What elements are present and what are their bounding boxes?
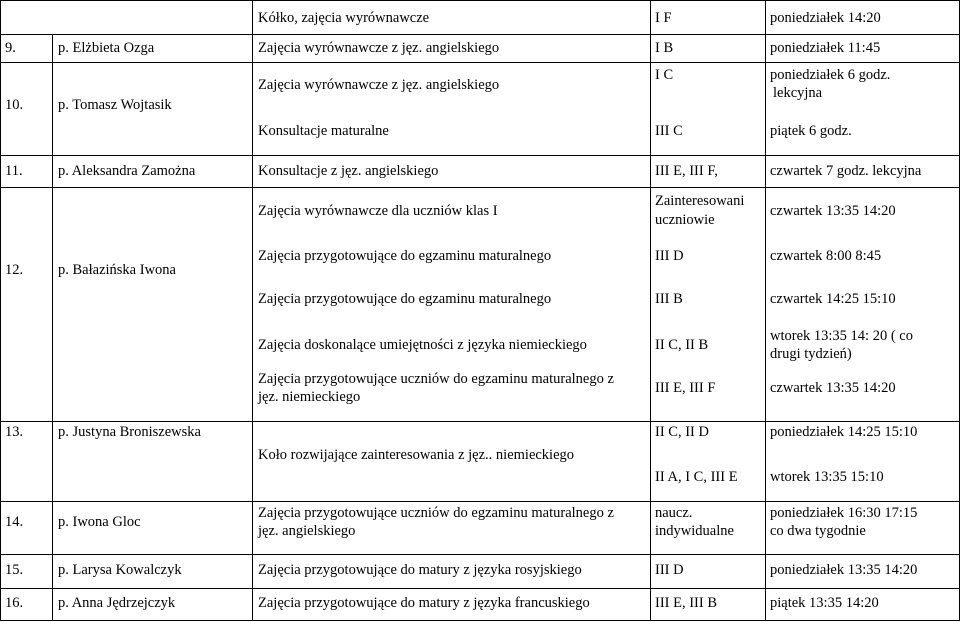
activity-cell: Konsultacje maturalne: [258, 123, 389, 139]
class-cell: uczniowie: [655, 212, 715, 228]
term-cell: czwartek 14:25 15:10: [770, 291, 896, 307]
term-cell: co dwa tygodnie: [770, 523, 866, 539]
grid-line: [0, 34, 960, 35]
activity-cell: Konsultacje z jęz. angielskiego: [258, 163, 439, 179]
term-cell: czwartek 13:35 14:20: [770, 203, 896, 219]
teacher-cell: p. Anna Jędrzejczyk: [58, 595, 176, 611]
class-cell: naucz.: [655, 505, 693, 521]
activity-cell: Kółko, zajęcia wyrównawcze: [258, 10, 430, 26]
class-cell: Zainteresowani: [655, 193, 745, 209]
term-cell: poniedziałek 11:45: [770, 40, 881, 56]
activity-cell: Zajęcia wyrównawcze dla uczniów klas I: [258, 203, 498, 219]
number-cell: 13.: [5, 424, 24, 440]
term-cell: wtorek 13:35 15:10: [770, 469, 884, 485]
term-cell: lekcyjna: [773, 85, 823, 101]
activity-cell: Zajęcia przygotowujące do egzaminu maturalnego: [258, 291, 552, 307]
class-cell: III B: [655, 291, 683, 307]
grid-line: [0, 588, 960, 589]
activity-cell: Zajęcia doskonalące umiejętności z języka niemieckiego: [258, 337, 587, 353]
term-cell: czwartek 7 godz. lekcyjna: [770, 163, 922, 179]
term-cell: poniedziałek 6 godz.: [770, 67, 891, 83]
activity-cell: Zajęcia przygotowujące do matury z języka francuskiego: [258, 595, 590, 611]
grid-line: [765, 0, 766, 620]
class-cell: III D: [655, 248, 684, 264]
class-cell: III C: [655, 123, 683, 139]
teacher-cell: p. Justyna Broniszewska: [58, 424, 201, 440]
grid-line: [0, 0, 960, 1]
grid-line: [0, 501, 960, 502]
number-cell: 9.: [5, 40, 16, 56]
class-cell: III E, III B: [655, 595, 718, 611]
term-cell: czwartek 8:00 8:45: [770, 248, 882, 264]
class-cell: III E, III F,: [655, 163, 718, 179]
grid-line: [0, 0, 1, 620]
teacher-cell: p. Bałazińska Iwona: [58, 262, 176, 278]
grid-line: [0, 155, 960, 156]
term-cell: poniedziałek 14:20: [770, 10, 881, 26]
class-cell: I B: [655, 40, 674, 56]
activity-cell: Zajęcia wyrównawcze z jęz. angielskiego: [258, 40, 500, 56]
class-cell: I C: [655, 67, 674, 83]
class-cell: II C, II D: [655, 424, 709, 440]
activity-cell: Zajęcia przygotowujące uczniów do egzaminu maturalnego z: [258, 505, 614, 521]
term-cell: poniedziałek 13:35 14:20: [770, 562, 918, 578]
class-cell: II C, II B: [655, 337, 709, 353]
grid-line: [0, 187, 960, 188]
grid-line: [52, 34, 53, 620]
grid-line: [0, 421, 960, 422]
number-cell: 10.: [5, 97, 24, 113]
teacher-cell: p. Elżbieta Ozga: [58, 40, 155, 56]
term-cell: wtorek 13:35 14: 20 ( co: [770, 328, 913, 344]
term-cell: piątek 6 godz.: [770, 123, 852, 139]
grid-line: [0, 554, 960, 555]
number-cell: 12.: [5, 262, 24, 278]
activity-cell: Zajęcia przygotowujące do matury z języka rosyjskiego: [258, 562, 582, 578]
term-cell: drugi tydzień): [770, 346, 852, 362]
class-cell: III D: [655, 562, 684, 578]
grid-line: [0, 620, 960, 621]
grid-line: [252, 0, 253, 620]
term-cell: czwartek 13:35 14:20: [770, 380, 896, 396]
teacher-cell: p. Iwona Gloc: [58, 514, 141, 530]
class-cell: indywidualne: [655, 523, 734, 539]
activity-cell: Zajęcia przygotowujące uczniów do egzaminu maturalnego z: [258, 371, 614, 387]
activity-cell: jęz. niemieckiego: [258, 389, 361, 405]
activity-cell: Koło rozwijające zainteresowania z jęz.. niemieckiego: [258, 447, 575, 463]
class-cell: III E, III F: [655, 380, 716, 396]
number-cell: 14.: [5, 514, 24, 530]
term-cell: poniedziałek 16:30 17:15: [770, 505, 918, 521]
teacher-cell: p. Aleksandra Zamożna: [58, 163, 196, 179]
class-cell: I F: [655, 10, 672, 26]
activity-cell: Zajęcia wyrównawcze z jęz. angielskiego: [258, 77, 500, 93]
class-cell: II A, I C, III E: [655, 469, 738, 485]
term-cell: piątek 13:35 14:20: [770, 595, 879, 611]
number-cell: 15.: [5, 562, 24, 578]
activity-cell: jęz. angielskiego: [258, 523, 356, 539]
number-cell: 11.: [5, 163, 23, 179]
number-cell: 16.: [5, 595, 24, 611]
term-cell: poniedziałek 14:25 15:10: [770, 424, 918, 440]
teacher-cell: p. Tomasz Wojtasik: [58, 97, 172, 113]
activity-cell: Zajęcia przygotowujące do egzaminu maturalnego: [258, 248, 552, 264]
teacher-cell: p. Larysa Kowalczyk: [58, 562, 182, 578]
grid-line: [650, 0, 651, 620]
grid-line: [0, 62, 960, 63]
